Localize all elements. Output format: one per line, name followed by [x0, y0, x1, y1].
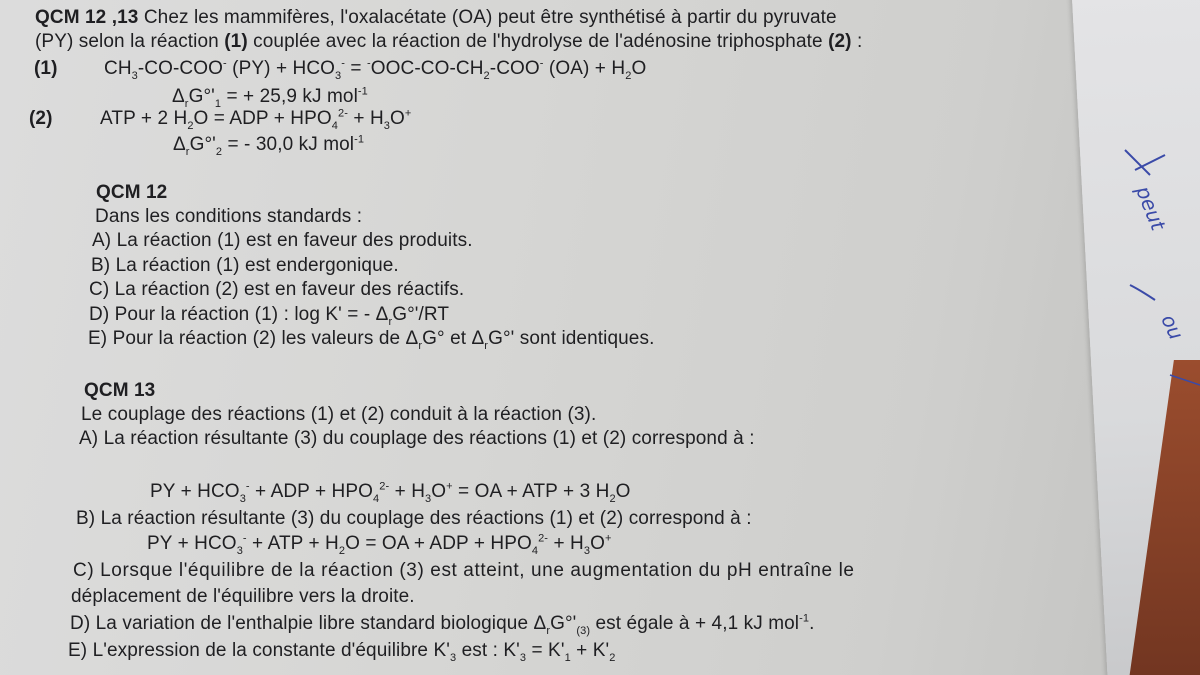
qcm13-option-e-mid: est : K' [456, 640, 520, 661]
intro-text-2a: (PY) selon la réaction [35, 31, 225, 52]
qcm13-option-d: D) La variation de l'enthalpie libre standard biologique $\Delta_rG^\circ'_{(3)}$ est égale à + 4,1 kJ mol$^{-1}$. [70, 612, 815, 637]
handwritten-note-peut: peut [1131, 182, 1171, 234]
intro-text-1: Chez les mammifères, l'oxalacétate (OA) peut être synthétisé à partir du pyruvate [143, 7, 837, 28]
reaction-1-delta: $\Delta_rG^\circ'_1$ = + 25,9 kJ mol$^{-1}$ [172, 85, 368, 110]
intro-line-2 [35, 31, 862, 53]
reaction-1-equation: $CH_3-CO-COO^-$ $(PY) + HCO_3^- = ^-OOC-CO-CH_2-COO^-$ $(OA) + H_2O$ [104, 57, 647, 82]
reaction-2-delta: $\Delta_rG^\circ'_2$ = - 30,0 kJ mol$^{-1}$ [173, 133, 365, 158]
qcm12-option-c: C) La réaction (2) est en faveur des réactifs. [89, 279, 465, 300]
qcm12-title: QCM 12 [96, 182, 168, 203]
intro-ref-1: (1) [224, 31, 248, 52]
qcm12-option-e-suffix: sont identiques. [514, 328, 655, 349]
reaction-2-equation: ATP + 2 $H_2O$ = ADP + $HPO_4^{2-} + H_3O^+$ [100, 107, 412, 132]
qcm12-option-e-text: E) Pour la réaction (2) les valeurs de [88, 328, 406, 349]
qcm13-option-e-plus: + K' [570, 640, 610, 661]
qcm13-option-c-line-1: C) Lorsque l'équilibre de la réaction (3) est atteint, une augmentation du pH entraîne le [73, 560, 855, 581]
qcm12-option-d-text: D) Pour la réaction (1) : log K' = - [89, 304, 376, 325]
qcm12-option-d: D) Pour la réaction (1) : log K' = - $\Delta_rG^\circ'/RT$ [89, 304, 450, 328]
qcm12-intro: Dans les conditions standards : [95, 206, 363, 227]
qcm13-option-e: E) L'expression de la constante d'équilibre $K'_3$ est : $K'_3 = K'_1 + K'_2$ [68, 640, 616, 664]
qcm13-option-e-text: E) L'expression de la constante d'équilibre K' [68, 640, 450, 661]
qcm13-option-b-equation: PY + $HCO_3^-$ + ATP + $H_2O$ = OA + ADP + $HPO_4^{2-} + H_3O^+$ [147, 532, 612, 557]
reaction-1-label: (1) [34, 58, 58, 79]
qcm13-intro: Le couplage des réactions (1) et (2) conduit à la réaction (3). [81, 404, 597, 425]
reaction-1-delta-value: = + 25,9 kJ mol [226, 86, 358, 107]
intro-line-1 [35, 7, 837, 29]
qcm-header-title: QCM 12 ,13 [35, 7, 139, 28]
qcm12-option-b: B) La réaction (1) est endergonique. [91, 255, 399, 276]
qcm13-title: QCM 13 [84, 380, 156, 401]
handwritten-note-ou: ou [1156, 310, 1189, 344]
qcm12-option-e-mid: et [444, 328, 472, 349]
qcm13-option-c-line-2: déplacement de l'équilibre vers la droite. [71, 586, 415, 607]
reaction-2-delta-value: = - 30,0 kJ mol [227, 134, 355, 155]
intro-ref-2: (2) [828, 31, 852, 52]
qcm13-option-a: A) La réaction résultante (3) du couplage des réactions (1) et (2) correspond à : [79, 428, 755, 449]
qcm13-option-b: B) La réaction résultante (3) du couplage des réactions (1) et (2) correspond à : [76, 508, 752, 529]
qcm13-option-e-eq: = K' [526, 640, 565, 661]
qcm13-option-d-suffix: est égale à + 4,1 kJ mol [590, 613, 800, 634]
intro-text-2e: : [851, 31, 863, 52]
qcm12-option-a: A) La réaction (1) est en faveur des produits. [92, 230, 473, 251]
qcm13-option-d-text: D) La variation de l'enthalpie libre standard biologique [70, 613, 534, 634]
intro-text-2c: couplée avec la réaction de l'hydrolyse de l'adénosine triphosphate [247, 31, 829, 52]
qcm12-option-e: E) Pour la réaction (2) les valeurs de $\Delta_rG^\circ$ et $\Delta_rG^\circ'$ sont identiques. [88, 328, 655, 352]
qcm13-option-a-equation: PY + $HCO_3^-$ + ADP + $HPO_4^{2-} + H_3O^+$ = OA + ATP + 3 $H_2O$ [150, 480, 631, 505]
reaction-2-label: (2) [29, 108, 53, 129]
